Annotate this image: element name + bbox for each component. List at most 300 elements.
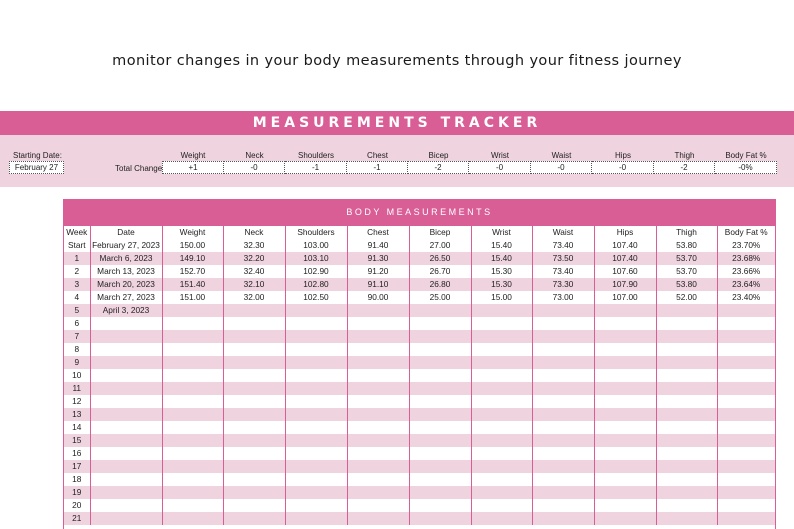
table-cell[interactable]: 53.70: [656, 252, 717, 265]
table-cell[interactable]: [471, 369, 532, 382]
column-header: Hips: [594, 226, 656, 239]
table-cell[interactable]: 53.70: [656, 265, 717, 278]
table-cell[interactable]: [594, 447, 656, 460]
table-row: [64, 473, 775, 486]
table-cell[interactable]: [162, 395, 223, 408]
table-cell[interactable]: [594, 421, 656, 434]
table-cell[interactable]: [594, 460, 656, 473]
table-row: [64, 382, 775, 395]
table-cell[interactable]: [285, 343, 347, 356]
table-cell[interactable]: 26.80: [409, 278, 471, 291]
table-cell[interactable]: 23.66%: [717, 265, 775, 278]
table-cell[interactable]: 152.70: [162, 265, 223, 278]
table-cell[interactable]: 23.40%: [717, 291, 775, 304]
table-cell[interactable]: [162, 486, 223, 499]
table-cell[interactable]: [90, 408, 162, 421]
table-cell[interactable]: [717, 486, 775, 499]
table-cell[interactable]: 32.40: [223, 265, 285, 278]
column-header: Wrist: [471, 226, 532, 239]
table-row: [64, 460, 775, 473]
table-cell[interactable]: [162, 447, 223, 460]
table-cell[interactable]: [347, 369, 409, 382]
table-row: [64, 317, 775, 330]
table-cell[interactable]: [409, 499, 471, 512]
table-cell[interactable]: [532, 369, 594, 382]
table-cell[interactable]: [532, 330, 594, 343]
table-cell[interactable]: [223, 408, 285, 421]
table-cell[interactable]: [223, 317, 285, 330]
change-value-hips[interactable]: -0: [592, 161, 654, 174]
change-header-hips: Hips: [614, 151, 631, 160]
table-cell[interactable]: [285, 369, 347, 382]
table-cell[interactable]: [347, 473, 409, 486]
table-cell[interactable]: [285, 460, 347, 473]
table-cell[interactable]: [409, 434, 471, 447]
week-cell: 18: [64, 473, 90, 486]
table-cell[interactable]: [409, 486, 471, 499]
table-cell[interactable]: [347, 330, 409, 343]
table-cell[interactable]: [162, 382, 223, 395]
table-cell[interactable]: [532, 395, 594, 408]
column-header: Thigh: [656, 226, 717, 239]
table-cell[interactable]: [409, 395, 471, 408]
table-cell[interactable]: [656, 317, 717, 330]
week-cell: 15: [64, 434, 90, 447]
table-cell[interactable]: [347, 343, 409, 356]
table-cell[interactable]: [90, 382, 162, 395]
table-cell[interactable]: [594, 473, 656, 486]
change-value-neck[interactable]: -0: [224, 161, 285, 174]
table-cell[interactable]: [717, 408, 775, 421]
table-cell[interactable]: [223, 486, 285, 499]
summary-panel: [0, 135, 794, 187]
table-cell[interactable]: [162, 343, 223, 356]
table-cell[interactable]: [90, 356, 162, 369]
table-cell[interactable]: 91.10: [347, 278, 409, 291]
table-cell[interactable]: [409, 473, 471, 486]
table-cell[interactable]: [285, 499, 347, 512]
table-cell[interactable]: 15.30: [471, 278, 532, 291]
table-cell[interactable]: [285, 356, 347, 369]
week-cell: 3: [64, 278, 90, 291]
table-cell[interactable]: [532, 317, 594, 330]
table-cell[interactable]: [471, 356, 532, 369]
table-cell[interactable]: [90, 499, 162, 512]
table-cell[interactable]: [471, 382, 532, 395]
table-cell[interactable]: 149.10: [162, 252, 223, 265]
table-cell[interactable]: 102.50: [285, 291, 347, 304]
table-cell[interactable]: [532, 512, 594, 525]
table-cell[interactable]: 73.30: [532, 278, 594, 291]
table-header-row: [64, 226, 775, 239]
table-cell[interactable]: [656, 330, 717, 343]
table-cell[interactable]: [656, 473, 717, 486]
table-cell[interactable]: [594, 330, 656, 343]
table-cell[interactable]: [532, 382, 594, 395]
table-cell[interactable]: [409, 304, 471, 317]
change-header-body-fat: Body Fat %: [725, 151, 767, 160]
table-cell[interactable]: [223, 343, 285, 356]
table-cell[interactable]: 32.20: [223, 252, 285, 265]
table-cell[interactable]: [532, 499, 594, 512]
table-cell[interactable]: [656, 460, 717, 473]
week-cell: 1: [64, 252, 90, 265]
table-cell[interactable]: 32.00: [223, 291, 285, 304]
table-cell[interactable]: [471, 317, 532, 330]
table-cell[interactable]: [471, 460, 532, 473]
table-cell[interactable]: 26.50: [409, 252, 471, 265]
table-cell[interactable]: 23.68%: [717, 252, 775, 265]
table-cell[interactable]: [409, 512, 471, 525]
change-value-bicep[interactable]: -2: [408, 161, 469, 174]
table-cell[interactable]: [717, 460, 775, 473]
table-cell[interactable]: [223, 460, 285, 473]
table-cell[interactable]: [717, 447, 775, 460]
table-cell[interactable]: [594, 382, 656, 395]
table-cell[interactable]: [90, 395, 162, 408]
week-cell: 5: [64, 304, 90, 317]
table-row: [64, 408, 775, 421]
table-cell[interactable]: [285, 304, 347, 317]
table-cell[interactable]: [409, 330, 471, 343]
table-cell[interactable]: [162, 499, 223, 512]
change-value-weight[interactable]: +1: [162, 161, 224, 174]
week-cell: 8: [64, 343, 90, 356]
table-cell[interactable]: [223, 330, 285, 343]
table-cell[interactable]: [532, 447, 594, 460]
table-cell[interactable]: [223, 369, 285, 382]
table-cell[interactable]: 102.80: [285, 278, 347, 291]
table-cell[interactable]: [90, 369, 162, 382]
table-cell[interactable]: [532, 343, 594, 356]
table-cell[interactable]: [656, 304, 717, 317]
table-cell[interactable]: [347, 356, 409, 369]
tracker-title: MEASUREMENTS TRACKER: [0, 111, 794, 135]
table-row: [64, 278, 775, 291]
table-cell[interactable]: [285, 330, 347, 343]
table-cell[interactable]: [532, 408, 594, 421]
table-cell[interactable]: 52.00: [656, 291, 717, 304]
table-cell[interactable]: March 13, 2023: [90, 265, 162, 278]
table-cell[interactable]: [90, 460, 162, 473]
table-cell[interactable]: [471, 421, 532, 434]
column-header: Neck: [223, 226, 285, 239]
week-cell: 21: [64, 512, 90, 525]
table-cell[interactable]: [717, 356, 775, 369]
table-cell[interactable]: [656, 369, 717, 382]
starting-date-field[interactable]: February 27: [9, 161, 64, 174]
table-cell[interactable]: [656, 408, 717, 421]
table-cell[interactable]: [347, 395, 409, 408]
table-cell[interactable]: [471, 434, 532, 447]
table-cell[interactable]: 73.00: [532, 291, 594, 304]
table-cell[interactable]: [347, 434, 409, 447]
table-cell[interactable]: [717, 330, 775, 343]
table-cell[interactable]: March 27, 2023: [90, 291, 162, 304]
table-cell[interactable]: [223, 304, 285, 317]
table-cell[interactable]: [471, 512, 532, 525]
change-value-shoulders[interactable]: -1: [285, 161, 347, 174]
table-cell[interactable]: [90, 447, 162, 460]
table-cell[interactable]: [594, 369, 656, 382]
table-cell[interactable]: 15.30: [471, 265, 532, 278]
table-cell[interactable]: [594, 408, 656, 421]
table-cell[interactable]: [656, 395, 717, 408]
column-header: Chest: [347, 226, 409, 239]
table-cell[interactable]: [162, 330, 223, 343]
table-cell[interactable]: [223, 382, 285, 395]
table-cell[interactable]: [656, 447, 717, 460]
table-cell[interactable]: [717, 434, 775, 447]
table-cell[interactable]: [90, 343, 162, 356]
table-cell[interactable]: [223, 356, 285, 369]
table-cell[interactable]: [347, 382, 409, 395]
table-cell[interactable]: [162, 317, 223, 330]
table-cell[interactable]: [162, 369, 223, 382]
table-cell[interactable]: [471, 304, 532, 317]
table-cell[interactable]: 107.40: [594, 252, 656, 265]
table-cell[interactable]: 32.10: [223, 278, 285, 291]
table-cell[interactable]: 23.70%: [717, 239, 775, 252]
table-cell[interactable]: [409, 421, 471, 434]
table-cell[interactable]: [285, 447, 347, 460]
table-cell[interactable]: [717, 304, 775, 317]
table-cell[interactable]: 27.00: [409, 239, 471, 252]
table-cell[interactable]: 73.40: [532, 265, 594, 278]
table-cell[interactable]: [285, 317, 347, 330]
table-cell[interactable]: [717, 369, 775, 382]
table-cell[interactable]: 102.90: [285, 265, 347, 278]
table-row: [64, 434, 775, 447]
table-cell[interactable]: [594, 512, 656, 525]
table-cell[interactable]: 53.80: [656, 278, 717, 291]
table-cell[interactable]: [656, 512, 717, 525]
column-header: Body Fat %: [717, 226, 775, 239]
table-cell[interactable]: [347, 512, 409, 525]
table-cell[interactable]: [90, 473, 162, 486]
table-cell[interactable]: [717, 382, 775, 395]
table-cell[interactable]: [347, 421, 409, 434]
table-cell[interactable]: [409, 408, 471, 421]
table-cell[interactable]: [471, 473, 532, 486]
table-cell[interactable]: [90, 512, 162, 525]
table-cell[interactable]: 15.40: [471, 239, 532, 252]
total-change-label: Total Change: [115, 164, 163, 173]
change-value-wrist[interactable]: -0: [469, 161, 531, 174]
table-row: [64, 499, 775, 512]
table-cell[interactable]: [594, 356, 656, 369]
table-cell[interactable]: [594, 343, 656, 356]
table-cell[interactable]: [594, 304, 656, 317]
table-cell[interactable]: [594, 434, 656, 447]
table-cell[interactable]: [656, 434, 717, 447]
table-cell[interactable]: [471, 486, 532, 499]
table-cell[interactable]: [223, 473, 285, 486]
column-header: Weight: [162, 226, 223, 239]
table-cell[interactable]: March 20, 2023: [90, 278, 162, 291]
table-cell[interactable]: [656, 486, 717, 499]
table-cell[interactable]: [656, 382, 717, 395]
week-cell: 4: [64, 291, 90, 304]
table-cell[interactable]: 53.80: [656, 239, 717, 252]
table-row: [64, 356, 775, 369]
table-cell[interactable]: 103.10: [285, 252, 347, 265]
change-header-wrist: Wrist: [490, 151, 510, 160]
table-cell[interactable]: [162, 473, 223, 486]
table-cell[interactable]: [347, 447, 409, 460]
table-cell[interactable]: [285, 421, 347, 434]
table-cell[interactable]: [347, 317, 409, 330]
table-cell[interactable]: [717, 473, 775, 486]
table-cell[interactable]: [347, 486, 409, 499]
table-row: [64, 304, 775, 317]
week-cell: 12: [64, 395, 90, 408]
table-cell[interactable]: [532, 434, 594, 447]
table-cell[interactable]: [162, 356, 223, 369]
table-cell[interactable]: [656, 356, 717, 369]
table-cell[interactable]: [347, 499, 409, 512]
table-cell[interactable]: 90.00: [347, 291, 409, 304]
table-cell[interactable]: [717, 317, 775, 330]
table-cell[interactable]: [656, 421, 717, 434]
table-cell[interactable]: [285, 512, 347, 525]
table-cell[interactable]: [594, 486, 656, 499]
table-cell[interactable]: 151.40: [162, 278, 223, 291]
table-cell[interactable]: [532, 356, 594, 369]
table-cell[interactable]: [717, 343, 775, 356]
table-cell[interactable]: [717, 499, 775, 512]
table-cell[interactable]: 107.00: [594, 291, 656, 304]
change-header-shoulders: Shoulders: [297, 151, 335, 160]
table-cell[interactable]: [162, 512, 223, 525]
column-header: Shoulders: [285, 226, 347, 239]
table-cell[interactable]: 23.64%: [717, 278, 775, 291]
table-cell[interactable]: [532, 473, 594, 486]
table-cell[interactable]: [532, 486, 594, 499]
table-cell[interactable]: [409, 369, 471, 382]
table-cell[interactable]: 32.30: [223, 239, 285, 252]
table-cell[interactable]: [90, 486, 162, 499]
table-cell[interactable]: February 27, 2023: [90, 239, 162, 252]
week-cell: 16: [64, 447, 90, 460]
table-cell[interactable]: 91.20: [347, 265, 409, 278]
table-cell[interactable]: [532, 460, 594, 473]
table-cell[interactable]: 107.60: [594, 265, 656, 278]
week-cell: 2: [64, 265, 90, 278]
table-cell[interactable]: [162, 421, 223, 434]
table-cell[interactable]: [223, 421, 285, 434]
table-cell[interactable]: [471, 408, 532, 421]
table-cell[interactable]: [594, 499, 656, 512]
table-row: [64, 239, 775, 252]
week-cell: 17: [64, 460, 90, 473]
table-cell[interactable]: [656, 343, 717, 356]
table-cell[interactable]: April 3, 2023: [90, 304, 162, 317]
table-cell[interactable]: 107.90: [594, 278, 656, 291]
table-cell[interactable]: 25.00: [409, 291, 471, 304]
change-value-waist[interactable]: -0: [531, 161, 592, 174]
table-cell[interactable]: [285, 434, 347, 447]
table-cell[interactable]: 91.40: [347, 239, 409, 252]
table-cell[interactable]: [162, 460, 223, 473]
change-value-chest[interactable]: -1: [347, 161, 408, 174]
table-cell[interactable]: [223, 512, 285, 525]
week-cell: 10: [64, 369, 90, 382]
table-cell[interactable]: [409, 356, 471, 369]
table-cell[interactable]: [471, 395, 532, 408]
table-cell[interactable]: [223, 395, 285, 408]
table-cell[interactable]: [285, 395, 347, 408]
table-cell[interactable]: [162, 408, 223, 421]
table-cell[interactable]: [90, 317, 162, 330]
table-cell[interactable]: 26.70: [409, 265, 471, 278]
table-cell[interactable]: [90, 330, 162, 343]
table-cell[interactable]: [285, 486, 347, 499]
table-cell[interactable]: 73.50: [532, 252, 594, 265]
table-cell[interactable]: [223, 447, 285, 460]
table-cell[interactable]: [532, 304, 594, 317]
table-cell[interactable]: [347, 304, 409, 317]
change-value-body-fat[interactable]: -0%: [715, 161, 777, 174]
table-cell[interactable]: [347, 408, 409, 421]
table-cell[interactable]: 15.40: [471, 252, 532, 265]
table-cell[interactable]: [409, 460, 471, 473]
table-cell[interactable]: [409, 317, 471, 330]
table-row: [64, 343, 775, 356]
table-cell[interactable]: 107.40: [594, 239, 656, 252]
table-cell[interactable]: [347, 460, 409, 473]
table-cell[interactable]: 15.00: [471, 291, 532, 304]
table-cell[interactable]: [471, 343, 532, 356]
table-cell[interactable]: [532, 421, 594, 434]
table-cell[interactable]: [656, 499, 717, 512]
table-cell[interactable]: [223, 434, 285, 447]
table-row: [64, 395, 775, 408]
table-cell[interactable]: [717, 421, 775, 434]
table-cell[interactable]: [717, 395, 775, 408]
table-cell[interactable]: [285, 473, 347, 486]
table-cell[interactable]: [409, 343, 471, 356]
table-cell[interactable]: [162, 434, 223, 447]
table-cell[interactable]: [471, 499, 532, 512]
table-cell[interactable]: [285, 408, 347, 421]
table-cell[interactable]: 150.00: [162, 239, 223, 252]
table-cell[interactable]: 91.30: [347, 252, 409, 265]
table-cell[interactable]: [90, 421, 162, 434]
table-cell[interactable]: [285, 382, 347, 395]
table-cell[interactable]: [594, 317, 656, 330]
table-cell[interactable]: [162, 304, 223, 317]
table-cell[interactable]: [90, 434, 162, 447]
week-cell: 19: [64, 486, 90, 499]
table-cell[interactable]: [471, 447, 532, 460]
table-cell[interactable]: March 6, 2023: [90, 252, 162, 265]
table-cell[interactable]: [409, 382, 471, 395]
table-row: [64, 291, 775, 304]
table-cell[interactable]: 103.00: [285, 239, 347, 252]
column-header: Date: [90, 226, 162, 239]
table-cell[interactable]: [223, 499, 285, 512]
table-cell[interactable]: [717, 512, 775, 525]
week-cell: 11: [64, 382, 90, 395]
week-cell: 14: [64, 421, 90, 434]
table-cell[interactable]: [594, 395, 656, 408]
table-cell[interactable]: [409, 447, 471, 460]
table-cell[interactable]: 73.40: [532, 239, 594, 252]
table-cell[interactable]: 151.00: [162, 291, 223, 304]
table-cell[interactable]: [471, 330, 532, 343]
change-value-thigh[interactable]: -2: [654, 161, 715, 174]
